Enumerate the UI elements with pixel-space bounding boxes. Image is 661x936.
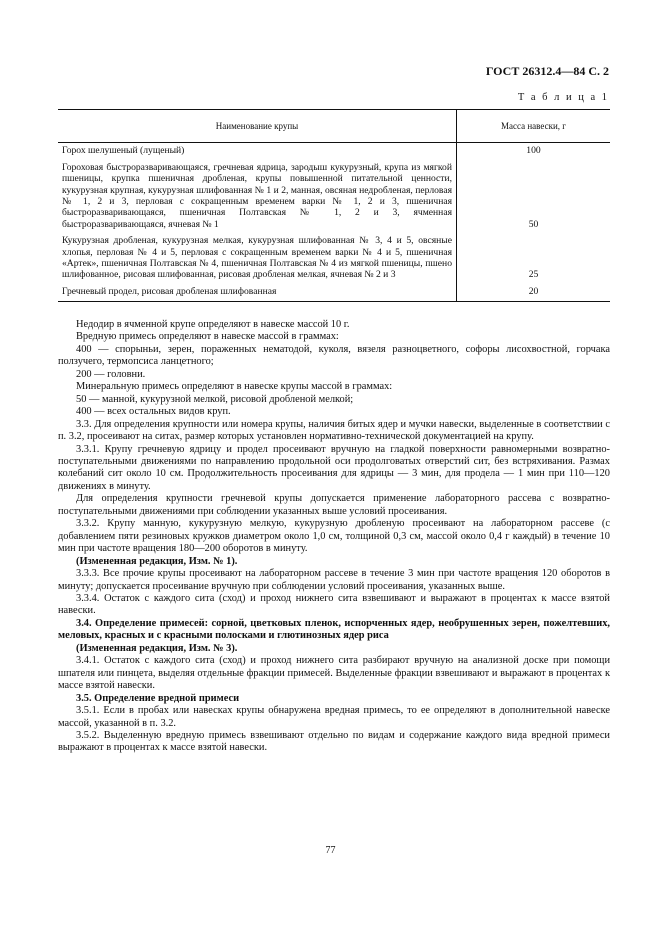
- grain-name-cell: [58, 233, 457, 284]
- table-header-row: [58, 110, 610, 143]
- amendment-note: (Измененная редакция, Изм. № 3).: [76, 642, 238, 654]
- paragraph: Минеральную примесь определяют в навеске крупы массой в граммах:: [76, 381, 393, 393]
- paragraph: 3.3.3. Все прочие крупы просеивают на лабораторном рассеве в течение 3 мин при частоте вращения 120 оборотов в минуту; допускается просеивание вручную при соблюдении условий просеивания, указанных выше.: [58, 568, 610, 592]
- grain-name-text: Горох шелушеный (лущеный): [62, 145, 185, 157]
- paragraph: 3.3.4. Остаток с каждого сита (сход) и проход нижнего сита взвешивают и выражают в процентах к массе взятой навески.: [58, 592, 610, 617]
- table-row: [58, 284, 610, 302]
- paragraph: 3.3.1. Крупу гречневую ядрицу и продел просеивают вручную на гладкой поверхности равномерными возвратно-поступательными движениями по направлению продольной оси продолговатых отверстий сит, без встряхивания. Размах колебаний сит около 10 см. Продолжительность просеивания для ядрицы — 3 мин, для продела — 1 мин при 110—120 движениях в минуту.: [58, 443, 610, 492]
- grain-sample-mass-table: [58, 109, 610, 302]
- column-header-mass: Масса навески, г: [457, 110, 611, 143]
- table-row: [58, 160, 610, 233]
- page-header: ГОСТ 26312.4—84 С. 2: [485, 64, 609, 78]
- paragraph: 3.3.2. Крупу манную, кукурузную мелкую, кукурузную дробленую просеивают на лабораторном рассеве (с добавлением пяти резиновых кружков диаметром около 1,0 см, толщиной 0,3 см, массой около 0,4 г каждый) в течение 10 мин при частоте вращения 180—200 оборотов в минуту.: [58, 518, 610, 555]
- paragraph: 50 — манной, кукурузной мелкой, рисовой дробленой мелкой;: [76, 393, 354, 405]
- column-header-name: Наименование крупы: [58, 110, 457, 143]
- grain-name-cell: [58, 284, 457, 302]
- paragraph: 3.5.2. Выделенную вредную примесь взвешивают отдельно по видам и содержание каждого вида вредной примеси выражают в процентах к массе взятой навески.: [58, 729, 610, 754]
- paragraph: Для определения крупности гречневой крупы допускается применение лабораторного рассева с возвратно-поступательными движениями при соблюдении указанных выше условий просеивания.: [58, 493, 610, 517]
- section-heading: 3.5. Определение вредной примеси: [76, 692, 240, 704]
- table-caption: Т а б л и ц а 1: [517, 92, 609, 103]
- table-row: [58, 233, 610, 284]
- sample-mass-cell: 20: [457, 284, 611, 302]
- paragraph: 3.5.1. Если в пробах или навесках крупы обнаружена вредная примесь, то ее определяют в дополнительной навеске массой, указанной в п. 3.2.: [58, 705, 610, 729]
- grain-name-text: Кукурузная дробленая, кукурузная мелкая, кукурузная шлифованная № 3, 4 и 5, овсяные хлопья, перловая № 4 и 5, перловая с сокращенным временем варки № 4 и 5, пшеничная «Артек», пшеничная Полтавская № 4, пшеничная Полтавская № 4 из мягкой пшеницы, пшено шлифованное, рисовая шлифованная, рисовая дробленая мелкая, ячневая № 2 и 3: [62, 235, 452, 281]
- document-body: [58, 319, 610, 755]
- paragraph: Вредную примесь определяют в навеске массой в граммах:: [76, 331, 339, 343]
- grain-name-text: Гороховая быстроразваривающаяся, гречневая ядрица, зародыш кукурузный, крупа из мягкой пшеницы, крупка пшеничная дробленая, крупы повышенной питательной ценности, кукурузная крупная, кукурузная шлифованная № 1 и 2, манная, овсяная недробленая, перловая № 1, 2 и 3, перловая с сокращенным временем варки № 1, 2 и 3, пшеничная быстроразваривающаяся, пшеничная Полтавская № 1, 2 и 3, ячменная быстроразваривающаяся, ячневая № 1: [62, 161, 452, 230]
- paragraph: 200 — головни.: [76, 368, 146, 380]
- table-row: [58, 143, 610, 160]
- sample-mass-cell: 100: [457, 143, 611, 160]
- paragraph: 400 — всех остальных видов круп.: [76, 406, 231, 418]
- sample-mass-cell: 50: [457, 160, 611, 233]
- paragraph: 3.3. Для определения крупности или номера крупы, наличия битых ядер и мучки навески, выделенные в соответствии с п. 3.2, просеивают на ситах, размер которых установлен нормативно-технической документацией на крупу.: [58, 418, 610, 443]
- page-number: 77: [325, 845, 336, 856]
- grain-name-cell: [58, 160, 457, 233]
- amendment-note: (Измененная редакция, Изм. № 1).: [76, 555, 238, 567]
- paragraph: 3.4.1. Остаток с каждого сита (сход) и проход нижнего сита разбирают вручную на анализной доске при помощи шпателя или пинцета, выделяя отдельные фракции примесей. Выделенные фракции взвешивают и выражают в процентах к массе взятой навески.: [58, 655, 610, 692]
- section-heading: 3.4. Определение примесей: сорной, цветковых пленок, испорченных ядер, необрушенных зерен, пожелтевших, меловых, красных и с красными полосками и глютинозных ядер риса: [58, 617, 610, 642]
- paragraph: Недодир в ячменной крупе определяют в навеске массой 10 г.: [76, 319, 350, 330]
- grain-name-text: Гречневый продел, рисовая дробленая шлифованная: [62, 285, 277, 297]
- paragraph: 400 — спорыньи, зерен, пораженных нематодой, куколя, вязеля разноцветного, софоры лисохвостной, горчака ползучего, термопсиса ланцетного;: [58, 343, 610, 368]
- grain-name-cell: [58, 143, 457, 160]
- sample-mass-cell: 25: [457, 233, 611, 284]
